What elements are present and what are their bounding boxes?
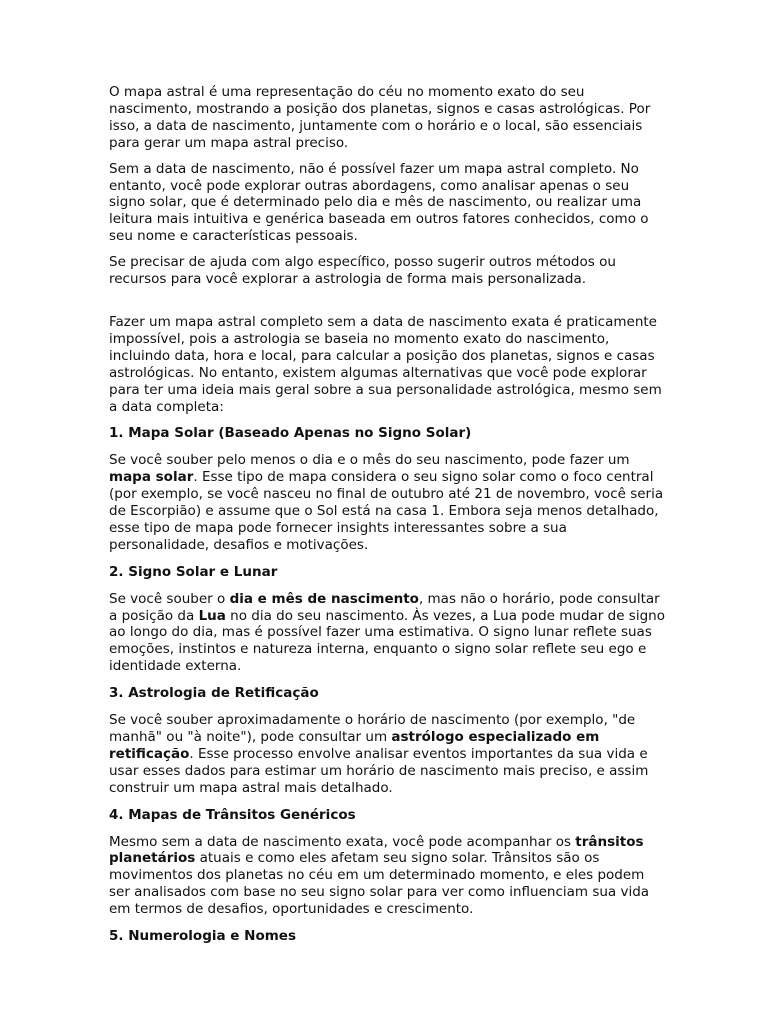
bold-term: astrólogo especializado em retificação: [109, 729, 600, 762]
section-heading-5: 5. Numerologia e Nomes: [109, 928, 296, 945]
section-heading-4: 4. Mapas de Trânsitos Genéricos: [109, 806, 356, 823]
document-page: [109, 84, 669, 945]
intro-paragraph-1: O mapa astral é uma representação do céu no momento exato do seu nascimento, mostrando a posição dos planetas, signos e casas astrológicas. Por isso, a data de nascimento, juntamente com o horário e o local, são essenciais para gerar um mapa astral preciso.: [109, 84, 651, 151]
section-heading-2: 2. Signo Solar e Lunar: [109, 563, 278, 580]
bold-term: trânsitos planetários: [109, 833, 644, 867]
intro-paragraph-3: Se precisar de ajuda com algo específico, posso sugerir outros métodos ou recursos para você explorar a astrologia de forma mais personalizada.: [109, 254, 616, 288]
intro-paragraph-4: Fazer um mapa astral completo sem a data de nascimento exata é praticamente impossível, pois a astrologia se baseia no momento exato do nascimento, incluindo data, hora e local, para calcular a posição dos planetas, signos e casas astrológicas. No entanto, existem algumas alternativas que você pode explorar para ter uma ideia mais geral sobre a sua personalidade astrológica, mesmo sem a data completa:: [109, 313, 662, 415]
section-body-3: Se você souber aproximadamente o horário de nascimento (por exemplo, "de manhã" ou "à noite"), pode consultar um astrólogo especializado em retificação. Esse processo envolve analisar eventos importantes da sua vida e usar esses dados para estimar um horário de nascimento mais preciso, e assim construir um mapa astral mais detalhado.: [109, 712, 649, 796]
bold-term: mapa solar: [109, 469, 194, 486]
bold-term: dia e mês de nascimento: [229, 590, 419, 607]
section-body-2: Se você souber o dia e mês de nascimento, mas não o horário, pode consultar a posição da Lua no dia do seu nascimento. Às vezes, a Lua pode mudar de signo ao longo do dia, mas é possível fazer uma estimativa. O signo lunar reflete suas emoções, instintos e natureza interna, enquanto o signo solar reflete seu ego e identidade externa.: [109, 590, 665, 675]
section-heading-3: 3. Astrologia de Retificação: [109, 685, 319, 702]
section-body-4: Mesmo sem a data de nascimento exata, você pode acompanhar os trânsitos planetários atuais e como eles afetam seu signo solar. Trânsitos são os movimentos dos planetas no céu em um determinado momento, e eles podem ser analisados com base no seu signo solar para ver como influenciam sua vida em termos de desafios, oportunidades e crescimento.: [109, 833, 650, 918]
section-heading-1: 1. Mapa Solar (Baseado Apenas no Signo Solar): [109, 425, 472, 442]
intro-paragraph-2: Sem a data de nascimento, não é possível fazer um mapa astral completo. No entanto, você pode explorar outras abordagens, como analisar apenas o seu signo solar, que é determinado pelo dia e mês de nascimento, ou realizar uma leitura mais intuitiva e genérica baseada em outros fatores conhecidos, como o seu nome e características pessoais.: [109, 160, 649, 245]
bold-term: Lua: [198, 607, 226, 624]
section-body-1: Se você souber pelo menos o dia e o mês do seu nascimento, pode fazer um mapa solar. Esse tipo de mapa considera o seu signo solar como o foco central (por exemplo, se você nasceu no final de outubro até 21 de novembro, você seria de Escorpião) e assume que o Sol está na casa 1. Embora seja menos detalhado, esse tipo de mapa pode fornecer insights interessantes sobre a sua personalidade, desafios e motivações.: [109, 452, 664, 553]
